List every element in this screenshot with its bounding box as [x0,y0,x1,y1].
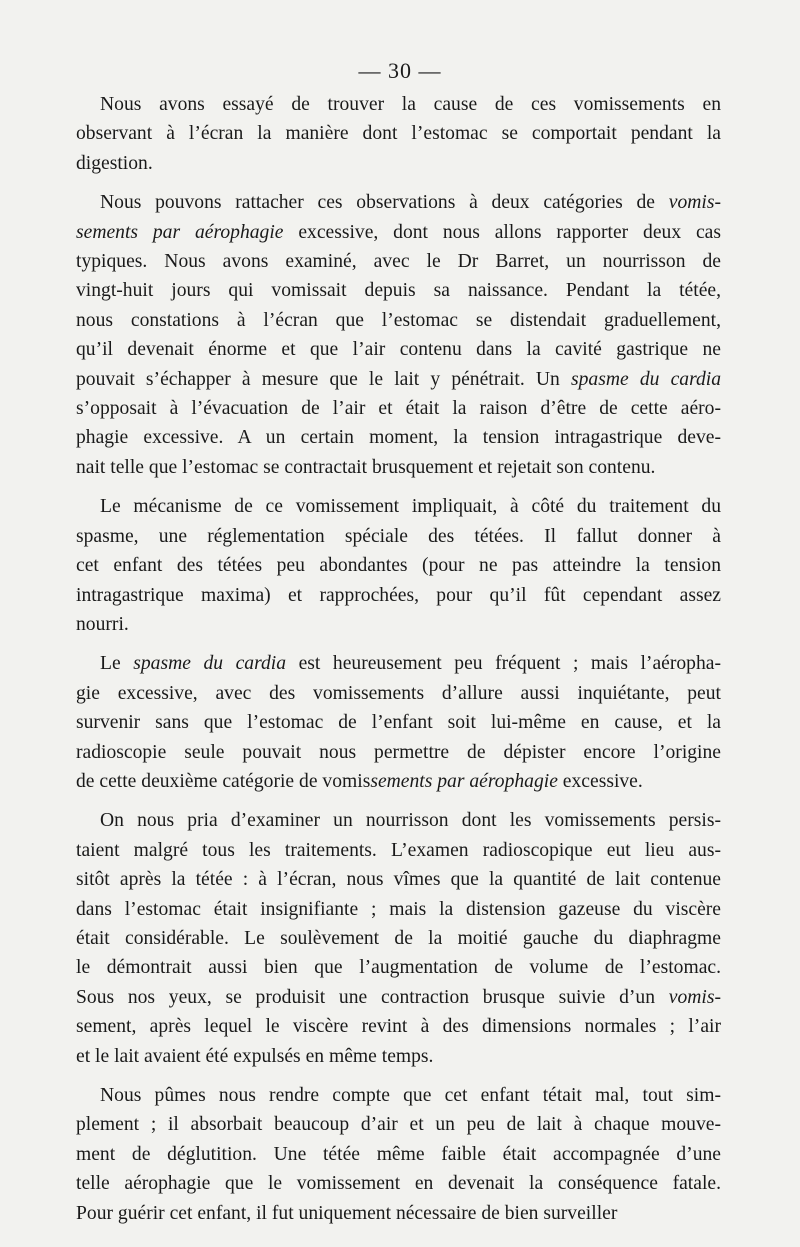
page-number: — 30 — [358,58,442,83]
text-line: intragastrique maxima) et rapprochées, pour qu’il fût cependant assez [76,584,721,606]
text-line: typiques. Nous avons examiné, avec le Dr Barret, un nourrisson de [76,251,721,273]
paragraph [76,492,721,639]
text-line: phagie excessive. A un certain moment, la tension intragastrique deve- [76,427,721,449]
paragraph [76,806,721,1071]
text-line: taient malgré tous les traitements. L’examen radioscopique eut lieu aus- [76,839,721,861]
text-line: pouvait s’échapper à mesure que le lait y pénétrait. Un spasme du cardia [76,368,722,390]
text-line: nourri. [76,613,129,635]
text-line: cet enfant des tétées peu abondantes (pour ne pas atteindre la tension [76,555,721,577]
text-line: de cette deuxième catégorie de vomissements par aérophagie excessive. [76,770,643,792]
text-line: ment de déglutition. Une tétée même faible était accompagnée d’une [76,1143,721,1165]
text-line: le démontrait aussi bien que l’augmentation de volume de l’estomac. [76,957,721,979]
text-line: On nous pria d’examiner un nourrisson dont les vomissements persis- [100,810,721,832]
text-line: sements par aérophagie excessive, dont nous allons rapporter deux cas [76,221,721,243]
text-line: telle aérophagie que le vomissement en devenait la conséquence fatale. [76,1173,721,1195]
text-line: et le lait avaient été expulsés en même temps. [76,1045,434,1067]
text-line: sitôt après la tétée : à l’écran, nous vîmes que la quantité de lait contenue [76,869,721,891]
text-line: nait telle que l’estomac se contractait brusquement et rejetait son contenu. [76,456,656,478]
text-line: Pour guérir cet enfant, il fut uniquement nécessaire de bien surveiller [76,1202,618,1224]
text-line: dans l’estomac était insignifiante ; mais la distension gazeuse du viscère [76,898,721,920]
paragraph [76,188,721,482]
text-line: vingt-huit jours qui vomissait depuis sa naissance. Pendant la tétée, [76,280,721,302]
text-line: Nous pouvons rattacher ces observations à deux catégories de vomis- [100,192,721,214]
text-line: gie excessive, avec des vomissements d’allure aussi inquiétante, peut [76,682,721,704]
page-body [76,90,721,1238]
paragraph [76,90,721,178]
text-line: Le spasme du cardia est heureusement peu fréquent ; mais l’aéropha- [100,653,721,675]
text-line: qu’il devenait énorme et que l’air contenu dans la cavité gastrique ne [76,339,721,361]
text-line: observant à l’écran la manière dont l’estomac se comportait pendant la [76,123,721,145]
text-line: Sous nos yeux, se produisit une contraction brusque suivie d’un vomis- [76,986,721,1008]
paragraph [76,1081,721,1228]
text-line: spasme, une réglementation spéciale des tétées. Il fallut donner à [76,525,721,547]
text-line: plement ; il absorbait beaucoup d’air et un peu de lait à chaque mouve- [76,1114,721,1136]
text-line: Nous avons essayé de trouver la cause de ces vomissements en [100,94,721,115]
text-line: Nous pûmes nous rendre compte que cet enfant tétait mal, tout sim- [100,1085,721,1106]
text-line: était considérable. Le soulèvement de la moitié gauche du diaphragme [76,927,721,949]
text-line: radioscopie seule pouvait nous permettre de dépister encore l’origine [76,741,721,763]
text-line: s’opposait à l’évacuation de l’air et était la raison d’être de cette aéro- [76,398,721,420]
text-line: digestion. [76,152,153,174]
text-line: sement, après lequel le viscère revint à des dimensions normales ; l’air [76,1016,721,1038]
text-line: Le mécanisme de ce vomissement impliquait, à côté du traitement du [100,496,721,518]
paragraph [76,649,721,796]
text-line: nous constations à l’écran que l’estomac se distendait graduellement, [76,309,721,331]
text-line: survenir sans que l’estomac de l’enfant soit lui-même en cause, et la [76,712,721,734]
